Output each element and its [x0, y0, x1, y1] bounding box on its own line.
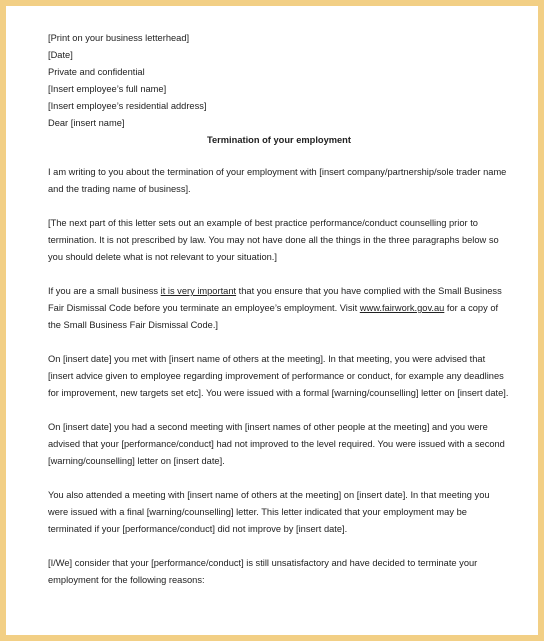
salutation: Dear [insert name]	[48, 118, 125, 128]
paragraph-best-practice-note: [The next part of this letter sets out an example of best practice performance/conduct counselling prior to termination. It is not prescribed by law. You may not have done all the things in the three paragraphs below so you should delete what is not relevant to your situation.]	[48, 218, 499, 262]
paragraph-first-meeting: On [insert date] you met with [insert name of others at the meeting]. In that meeting, you were advised that [insert advice given to employee regarding improvement of performance or conduct, for example any deadlines for improvement, new targets set etc]. You were issued with a formal [warning/counselling] letter on [insert date].	[48, 354, 509, 398]
small-business-text-end: for a copy of the Small Business Fair Dismissal Code.]	[48, 303, 499, 330]
small-business-emphasis: it is very important	[160, 286, 237, 296]
employee-name-placeholder: [Insert employee’s full name]	[48, 84, 167, 94]
paragraph-intro: I am writing to you about the termination of your employment with [insert company/partnership/sole trader name and the trading name of business].	[48, 167, 507, 194]
small-business-text-middle: that you ensure that you have complied with the Small Business Fair Dismissal Code before you terminate an employee’s employment. Visit	[48, 286, 502, 313]
paragraph-final-meeting: You also attended a meeting with [insert name of others at the meeting] on [insert date]. In that meeting you were issued with a final [warning/counselling] letter. This letter indicated that your employment may be terminated if your [performance/conduct] did not improve by [insert date].	[48, 490, 490, 534]
letterhead-placeholder: [Print on your business letterhead]	[48, 33, 190, 43]
paragraph-small-business	[48, 283, 510, 334]
paragraph-termination-decision: [I/We] consider that your [performance/conduct] is still unsatisfactory and have decided to terminate your employment for the following reasons:	[48, 558, 478, 585]
small-business-text-start: If you are a small business	[48, 286, 161, 296]
letter-body	[48, 30, 510, 589]
paragraph-second-meeting: On [insert date] you had a second meeting with [insert names of other people at the meeting] and you were advised that your [performance/conduct] had not improved to the level required. You were issued with a second [warning/counselling] letter on [insert date].	[48, 422, 505, 466]
date-placeholder: [Date]	[48, 50, 73, 60]
document-page	[6, 6, 538, 635]
confidential-label: Private and confidential	[48, 67, 145, 77]
letter-title: Termination of your employment	[207, 135, 351, 145]
fairwork-link[interactable]: www.fairwork.gov.au	[359, 303, 445, 313]
employee-address-placeholder: [Insert employee’s residential address]	[48, 101, 207, 111]
